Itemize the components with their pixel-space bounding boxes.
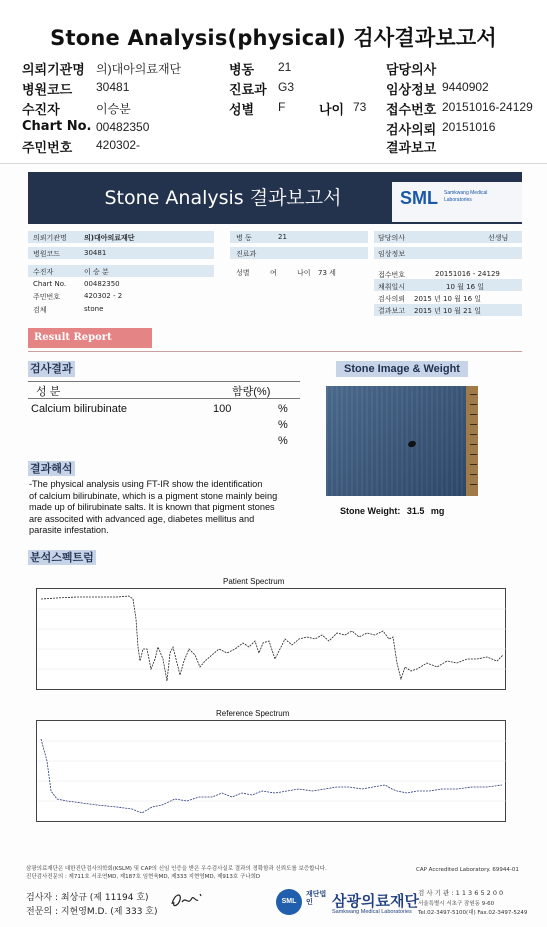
scan-receipt-label: 접수번호 <box>378 271 406 279</box>
table-rule <box>28 398 300 399</box>
scan-collect-value: 10 월 16 일 <box>446 283 485 291</box>
scan-org-value: 의)대아의료재단 <box>84 234 135 242</box>
photo-background <box>326 386 466 496</box>
department-label: 진료과 <box>229 83 267 98</box>
brand-prefix: 재단법인 <box>306 891 327 906</box>
receipt-value: 20151016-24129 <box>442 100 533 114</box>
result-unit: % <box>278 419 288 431</box>
scan-report-label: 결과보고 <box>378 307 406 315</box>
scan-doctor-value: 선생님 <box>488 234 509 242</box>
org-value: 의)대아의료재단 <box>96 62 182 76</box>
reference-spectrum-svg <box>37 721 507 823</box>
divider <box>28 351 522 352</box>
samkwang-brand <box>276 887 426 919</box>
logo-mark: SML <box>400 188 438 208</box>
org-number: 검 사 기 관 : 1 1 3 6 5 2 0 0 <box>418 889 504 897</box>
scan-rrn-label: 주민번호 <box>33 293 61 301</box>
sml-logo <box>392 182 522 222</box>
stone-weight-value: 31.5 <box>406 506 425 516</box>
sex-value: F <box>278 100 286 114</box>
chart-no-value: 00482350 <box>96 120 150 134</box>
scan-specimen-value: stone <box>84 305 104 313</box>
patient-value: 이승분 <box>96 102 131 116</box>
scan-org-label: 의뢰기관명 <box>33 234 67 242</box>
scan-chart-label: Chart No. <box>33 280 67 288</box>
patient-spectrum-plot <box>36 588 506 690</box>
result-report-label: Result Report <box>34 332 112 343</box>
result-unit: % <box>278 403 288 415</box>
sex-label: 성별 <box>229 103 255 118</box>
ruler <box>466 386 478 496</box>
reference-spectrum-title: Reference Spectrum <box>216 709 290 718</box>
scan-receipt-value: 20151016 - 24129 <box>435 270 500 278</box>
rrn-label: 주민번호 <box>22 141 73 156</box>
ward-label: 병동 <box>229 63 255 78</box>
scan-request-label: 검사의뢰 <box>378 295 406 303</box>
clinical-info-value: 9440902 <box>442 80 489 94</box>
scanned-report <box>0 163 547 927</box>
interpretation-heading: 결과해석 <box>30 462 73 475</box>
patient-spectrum-svg <box>37 589 507 691</box>
stone-weight-unit: mg <box>430 506 445 516</box>
spectrum-heading: 분석스펙트럼 <box>30 551 94 564</box>
request-label: 검사의뢰 <box>386 123 437 138</box>
scan-doctor-label: 담당의사 <box>378 234 406 242</box>
report-banner <box>28 172 522 224</box>
scan-report-value: 2015 년 10 월 21 일 <box>414 307 482 315</box>
report-date-label: 결과보고 <box>386 141 437 156</box>
address: 서울특별시 서초구 잠원동 9-60 <box>418 901 495 907</box>
patient-label: 수진자 <box>22 103 60 118</box>
info-band <box>28 265 214 277</box>
reference-spectrum-line <box>41 739 502 813</box>
age-label: 나이 <box>319 103 345 118</box>
scan-age-label: 나이 <box>297 269 311 277</box>
banner-title: Stone Analysis 결과보고서 <box>104 187 342 209</box>
handwritten-signature <box>168 888 208 912</box>
hospital-code-label: 병원코드 <box>22 83 73 98</box>
result-report-bar <box>28 328 152 348</box>
table-rule <box>28 381 300 382</box>
scan-patient-value: 이 승 분 <box>84 268 109 276</box>
scan-collect-label: 채취일시 <box>378 283 406 291</box>
interpretation-line: parasite infestation. <box>29 525 109 536</box>
doctor-label: 담당의사 <box>386 63 437 78</box>
interpretation-line: are associted with advanced age, diabetes mellitus and <box>29 513 255 524</box>
result-heading: 검사결과 <box>30 362 73 375</box>
stone-weight-label: Stone Weight: <box>340 506 401 516</box>
stone-weight <box>340 506 444 516</box>
brand-name: 삼광의료재단 <box>332 892 419 910</box>
scan-rrn-value: 420302 - 2 <box>84 292 123 300</box>
col-content-header: 함량(%) <box>232 386 271 398</box>
interpretation-text <box>29 479 319 537</box>
result-value: 100 <box>213 403 232 415</box>
scan-dept-label: 진료과 <box>236 250 257 258</box>
col-component-header: 성 분 <box>36 386 61 398</box>
scan-chart-value: 00482350 <box>84 280 120 288</box>
cap-note: CAP Accredited Laboratory. 69944-01 <box>416 867 519 873</box>
scan-clinical-label: 임상정보 <box>378 250 406 258</box>
interpretation-line: of calcium bilirubinate, which is a pigment stone mainly being <box>29 490 278 501</box>
department-value: G3 <box>278 80 295 94</box>
specialist-signature: 전문의 : 지현영M.D. (제 333 호) <box>26 907 158 917</box>
receipt-label: 접수번호 <box>386 103 437 118</box>
specialist-note: 진단검사전문의 : 제711호 서조연MD, 제187호 임현욱MD, 제333 지현영MD, 제913호 구나희D <box>26 874 261 880</box>
report-title: Stone Analysis(physical) 검사결과보고서 <box>50 26 497 50</box>
scan-code-label: 병원코드 <box>33 250 61 258</box>
result-component: Calcium bilirubinate <box>31 403 127 415</box>
result-unit: % <box>278 435 288 447</box>
tester-signature: 검사자 : 최상규 (제 11194 호) <box>26 893 149 903</box>
brand-subtitle: Samkwang Medical Laboratories <box>332 909 412 915</box>
hospital-code-value: 30481 <box>96 80 130 94</box>
request-value: 20151016 <box>442 120 496 134</box>
scan-code-value: 30481 <box>84 249 107 257</box>
interpretation-line: made up of bilirubinate salts. It is known that pigment stones <box>29 502 275 513</box>
scan-ward-value: 21 <box>278 233 287 241</box>
scan-ward-label: 병 동 <box>236 234 252 242</box>
stone-photo <box>326 386 478 496</box>
sml-circle-logo: SML <box>276 889 302 915</box>
interpretation-line: -The physical analysis using FT-IR show the identification <box>29 479 263 489</box>
scan-request-value: 2015 년 10 월 16 일 <box>414 295 482 303</box>
chart-no-label: Chart No. <box>22 119 92 134</box>
logo-subtitle: Samkwang Medical Laboratories <box>444 190 488 203</box>
scan-sex-label: 성별 <box>236 269 250 277</box>
org-label: 의뢰기관명 <box>22 63 85 78</box>
stone-image-heading: Stone Image & Weight <box>336 361 468 377</box>
ward-value: 21 <box>278 60 292 74</box>
scan-sex-value: 여 <box>270 269 277 277</box>
clinical-info-label: 임상정보 <box>386 83 437 98</box>
scan-age-value: 73 세 <box>318 269 336 277</box>
contact: Tel.02-3497-5100(대) Fax.02-3497-5249 <box>418 910 528 916</box>
scan-specimen-label: 검체 <box>33 306 47 314</box>
reference-spectrum-plot <box>36 720 506 822</box>
accreditation-note: 삼광의료재단은 대한진단검사의학회(KSLM) 및 CAP의 신임 인증을 받은 우수검사실로 결과의 정확함과 신뢰도를 보증합니다. <box>26 866 327 872</box>
scan-patient-label: 수진자 <box>33 268 54 276</box>
age-value: 73 <box>353 100 367 114</box>
patient-spectrum-title: Patient Spectrum <box>223 577 285 586</box>
rrn-value: 420302- <box>96 138 141 152</box>
